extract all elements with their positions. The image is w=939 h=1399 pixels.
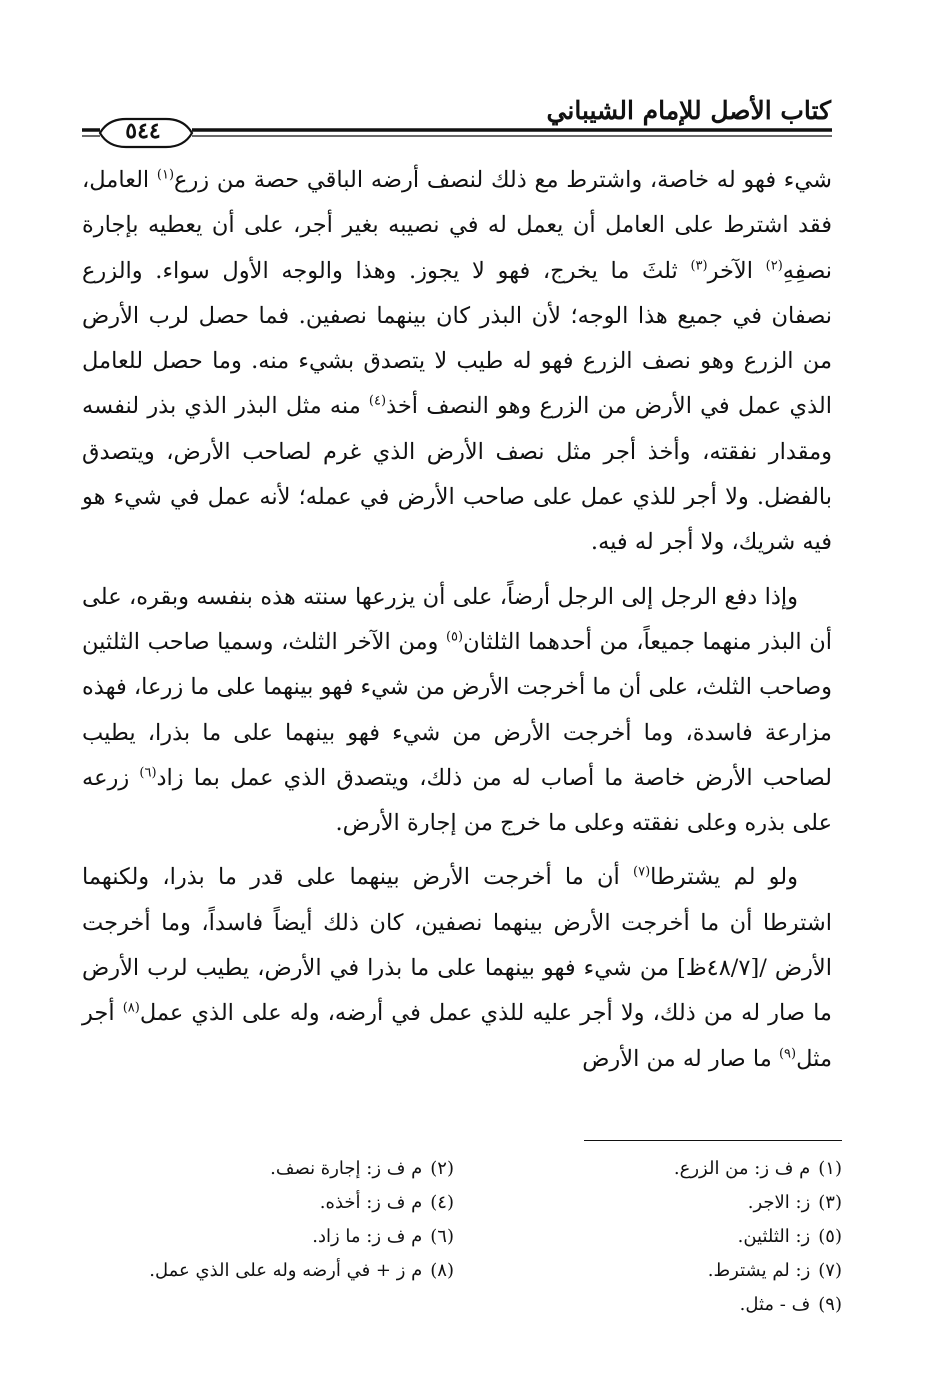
header-rule — [82, 116, 832, 152]
footnote-item — [74, 1152, 454, 1186]
footnote-text: م ف ز: أخذه. — [319, 1192, 423, 1213]
footnote-text: م ف ز: من الزرع. — [673, 1158, 811, 1179]
footnote-item — [74, 1186, 454, 1220]
footnote-separator — [584, 1140, 842, 1141]
body-text — [82, 158, 832, 1082]
text-run: ولو لم يشترطا — [650, 864, 798, 891]
text-run: ما صار له من الأرض — [582, 1045, 779, 1072]
footnote-text: ف - مثل. — [739, 1294, 811, 1315]
footnote-number: (٨) — [430, 1260, 454, 1281]
footnote-ref-7: (٧) — [633, 864, 651, 880]
footnote-number: (١) — [818, 1158, 842, 1179]
footnote-number: (٥) — [818, 1226, 842, 1247]
footnote-item — [462, 1152, 842, 1186]
text-run: أن ما أخرجت الأرض بينهما على قدر ما بذرا، ولكنهما اشترطا أن ما أخرجت الأرض بينهما نصفين، كان ذلك أيضاً فاسداً، وما أخرجت الأرض /[٤٨/٧ظ] من شيء فهو بينهما على ما بذرا في الأرض، يطيب لرب الأرض ما صار له من ذلك، ولا أجر عليه للذي عمل في أرضه، وله على الذي عمل — [82, 864, 832, 1027]
footnote-number: (٩) — [818, 1294, 842, 1315]
paragraph-1 — [82, 158, 832, 566]
text-run: شيء فهو له خاصة، واشترط مع ذلك لنصف أرضه الباقي حصة من زرع — [174, 167, 832, 193]
footnote-ref-4: (٤) — [368, 393, 387, 409]
text-run: ثلثَ ما يخرج، فهو لا يجوز. وهذا والوجه الأول سواء. والزرع نصفان في جميع هذا الوجه؛ لأن البذر كان بينهما نصفين. فما حصل لرب الأرض من الزرع وهو نصف الزرع فهو له طيب لا يتصدق بشيء منه. وما حصل للعامل الذي عمل في الأرض من الزرع وهو النصف أخذ — [82, 257, 832, 420]
footnotes-left-column — [74, 1152, 454, 1288]
footnote-number: (٧) — [818, 1260, 842, 1281]
footnote-item — [74, 1254, 454, 1288]
footnote-ref-3: (٣) — [690, 258, 708, 274]
footnote-number: (٣) — [818, 1192, 842, 1213]
footnote-item — [462, 1186, 842, 1220]
footnote-ref-6: (٦) — [139, 765, 157, 781]
footnotes-right-column — [462, 1152, 842, 1322]
footnote-item — [462, 1254, 842, 1288]
footnote-text: م ز + في أرضه وله على الذي عمل. — [149, 1260, 423, 1281]
footnote-number: (٢) — [430, 1158, 454, 1179]
footnote-ref-1: (١) — [156, 167, 175, 183]
paragraph-3 — [82, 855, 832, 1081]
footnote-text: ز: لم يشترط. — [707, 1260, 811, 1281]
footnote-text: ز: الثلثين. — [737, 1226, 811, 1247]
text-run: العامل، فقد اشترط على العامل أن يعمل له في نصيبه بغير أجر، على أن يعطيه بإجارة نصفِهِ — [82, 167, 832, 284]
footnote-ref-5: (٥) — [445, 629, 464, 645]
footnote-text: ز: الاجر. — [747, 1192, 811, 1213]
header-ornament — [82, 116, 832, 152]
text-run: زرعه على بذره وعلى نفقته وعلى ما خرج من إجارة الأرض. — [82, 764, 832, 837]
text-run: وإذا دفع الرجل إلى الرجل أرضاً، على أن يزرعها سنته هذه بنفسه وبقره، على أن البذر منهما جميعاً، من أحدهما الثلثان — [82, 583, 832, 655]
footnote-item — [462, 1288, 842, 1322]
footnote-text: م ف ز: إجارة نصف. — [270, 1158, 423, 1179]
text-run: ومن الآخر الثلث، وسميا صاحب الثلثين وصاحب الثلث، على أن ما أخرجت الأرض من شيء فهو بينهما على ما زرعا، فهذه مزارعة فاسدة، وما أخرجت الأرض من شيء فهو بينهما على ما بذرا، يطيب لصاحب الأرض خاصة ما أصاب له من ذلك، ويتصدق الذي عمل بما زاد — [82, 628, 833, 791]
footnote-item — [462, 1220, 842, 1254]
footnote-ref-2: (٢) — [765, 258, 783, 274]
text-run: الآخر — [707, 257, 766, 284]
text-run: منه مثل البذر الذي بذر لنفسه ومقدار نفقته، وأخذ أجر مثل نصف الأرض الذي غرم لصاحب الأرض، ويتصدق بالفضل. ولا أجر للذي عمل على صاحب الأرض في عمله؛ لأنه عمل في شيء هو فيه شريك، ولا أجر له فيه. — [82, 393, 832, 556]
footnote-item — [74, 1220, 454, 1254]
page-number: ٥٤٤ — [125, 118, 161, 144]
footnotes — [96, 1152, 842, 1332]
footnote-ref-8: (٨) — [122, 1000, 140, 1016]
footnote-text: م ف ز: ما زاد. — [312, 1226, 423, 1247]
footnote-number: (٦) — [430, 1226, 454, 1247]
footnote-number: (٤) — [430, 1192, 454, 1213]
running-header-title: كتاب الأصل للإمام الشيباني — [546, 96, 831, 125]
paragraph-2 — [82, 575, 832, 847]
text-run: أجر مثل — [82, 1000, 832, 1072]
footnote-ref-9: (٩) — [778, 1046, 797, 1062]
